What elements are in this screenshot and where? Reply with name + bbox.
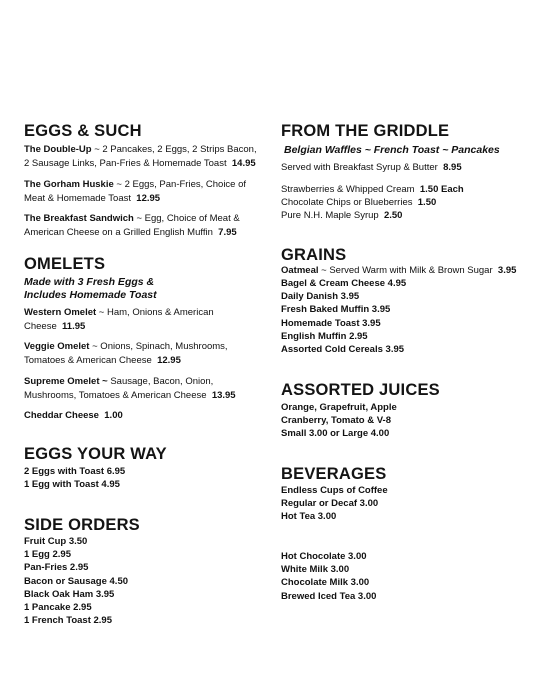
section-title-grains: GRAINS: [281, 246, 347, 264]
list-item: Fresh Baked Muffin 3.95: [281, 304, 391, 316]
list-item: White Milk 3.00: [281, 564, 350, 576]
item-description: Pure N.H. Maple Syrup: [281, 210, 379, 221]
list-item: Endless Cups of Coffee: [281, 485, 388, 496]
item-price: 7.95: [218, 226, 237, 238]
item-price: 13.95: [211, 389, 236, 401]
item-description: ~ Onions, Spinach, Mushrooms, Tomatoes & American Cheese: [24, 341, 228, 366]
section-title-beverages: BEVERAGES: [281, 465, 387, 483]
list-item: Pan-Fries 2.95: [24, 562, 89, 574]
item-price: 12.95: [136, 192, 161, 204]
menu-item-oatmeal: [281, 264, 516, 278]
griddle-subtitle: Belgian Waffles ~ French Toast ~ Pancakes: [284, 144, 500, 156]
item-price: 3.95: [497, 265, 517, 276]
section-title-omelets: OMELETS: [24, 255, 106, 273]
menu-item-gorham-huskie: [24, 178, 249, 205]
item-name: Oatmeal: [281, 265, 319, 276]
menu-item-cheddar-cheese: [24, 409, 123, 423]
item-name: Supreme Omelet ~: [24, 376, 108, 387]
menu-item-supreme-omelet: [24, 375, 246, 402]
menu-item-western-omelet: [24, 306, 249, 333]
eggs-your-way-list: [24, 465, 125, 491]
item-name: The Gorham Huskie: [24, 179, 114, 190]
item-description: ~ Ham, Onions & American Cheese: [24, 307, 214, 332]
side-orders-list: [24, 535, 128, 627]
item-price: 1.50: [417, 197, 437, 208]
menu-item-double-up: [24, 143, 262, 170]
list-item: Regular or Decaf 3.00: [281, 498, 379, 510]
list-item: English Muffin 2.95: [281, 330, 368, 342]
list-item: [281, 183, 464, 196]
item-name: The Double-Up: [24, 144, 92, 155]
omelets-subtitle-line2: Includes Homemade Toast: [24, 289, 157, 301]
item-description: ~ Served Warm with Milk & Brown Sugar: [318, 265, 493, 276]
item-name: Western Omelet: [24, 307, 97, 318]
section-title-from-the-griddle: FROM THE GRIDDLE: [281, 122, 450, 140]
section-title-eggs-your-way: EGGS YOUR WAY: [24, 445, 167, 463]
list-item: Orange, Grapefruit, Apple: [281, 402, 397, 413]
griddle-served-line: [281, 161, 462, 174]
item-description: Strawberries & Whipped Cream: [281, 184, 415, 195]
item-price: 11.95: [62, 320, 86, 332]
list-item: Bagel & Cream Cheese 4.95: [281, 278, 407, 289]
section-title-assorted-juices: ASSORTED JUICES: [281, 381, 440, 399]
item-description: Sausage, Bacon, Onion, Mushrooms, Tomatoes & American Cheese: [24, 376, 214, 401]
item-name: Veggie Omelet: [24, 341, 90, 352]
list-item: Cranberry, Tomato & V-8: [281, 415, 391, 427]
list-item: Chocolate Milk 3.00: [281, 577, 370, 589]
item-price: 8.95: [443, 162, 462, 173]
item-description: Chocolate Chips or Blueberries: [281, 197, 413, 208]
item-price: 14.95: [231, 157, 256, 169]
juices-list: [281, 401, 397, 441]
list-item: [281, 196, 464, 209]
item-description: ~ Egg, Choice of Meat & American Cheese on a Grilled English Muffin: [24, 213, 240, 238]
list-item: Hot Chocolate 3.00: [281, 551, 367, 562]
beverages-list: [281, 484, 388, 524]
list-item: Homemade Toast 3.95: [281, 317, 381, 329]
item-price: 1.00: [104, 410, 123, 421]
list-item: Hot Tea 3.00: [281, 511, 337, 523]
item-price: 1.50 Each: [419, 184, 464, 195]
section-title-side-orders: SIDE ORDERS: [24, 516, 140, 534]
list-item: 1 French Toast 2.95: [24, 615, 112, 627]
list-item: Assorted Cold Cereals 3.95: [281, 344, 405, 356]
list-item: Small 3.00 or Large 4.00: [281, 428, 390, 440]
item-name: The Breakfast Sandwich: [24, 213, 134, 224]
omelets-subtitle-line1: Made with 3 Fresh Eggs &: [24, 276, 155, 288]
list-item: Black Oak Ham 3.95: [24, 588, 115, 600]
griddle-extras-list: [281, 183, 464, 222]
item-description: ~ 2 Eggs, Pan-Fries, Choice of Meat & Homemade Toast: [24, 179, 247, 204]
item-name: Cheddar Cheese: [24, 410, 99, 421]
list-item: 1 Egg with Toast 4.95: [24, 479, 120, 491]
beverages-list-2: [281, 550, 376, 603]
list-item: Daily Danish 3.95: [281, 291, 360, 303]
list-item: Bacon or Sausage 4.50: [24, 575, 129, 587]
list-item: Brewed Iced Tea 3.00: [281, 590, 377, 602]
grains-list: [281, 277, 406, 356]
item-price: 12.95: [157, 354, 181, 366]
list-item: 2 Eggs with Toast 6.95: [24, 466, 126, 477]
menu-item-veggie-omelet: [24, 340, 236, 367]
item-description: ~ 2 Pancakes, 2 Eggs, 2 Strips Bacon, 2 Sausage Links, Pan-Fries & Homemade Toast: [24, 144, 257, 169]
list-item: 1 Pancake 2.95: [24, 602, 92, 614]
list-item: 1 Egg 2.95: [24, 549, 71, 561]
item-price: 2.50: [383, 210, 403, 221]
list-item: [281, 209, 464, 222]
item-description: Served with Breakfast Syrup & Butter: [281, 162, 438, 173]
menu-item-breakfast-sandwich: [24, 212, 249, 239]
section-title-eggs-such: EGGS & SUCH: [24, 122, 142, 140]
list-item: Fruit Cup 3.50: [24, 536, 88, 547]
